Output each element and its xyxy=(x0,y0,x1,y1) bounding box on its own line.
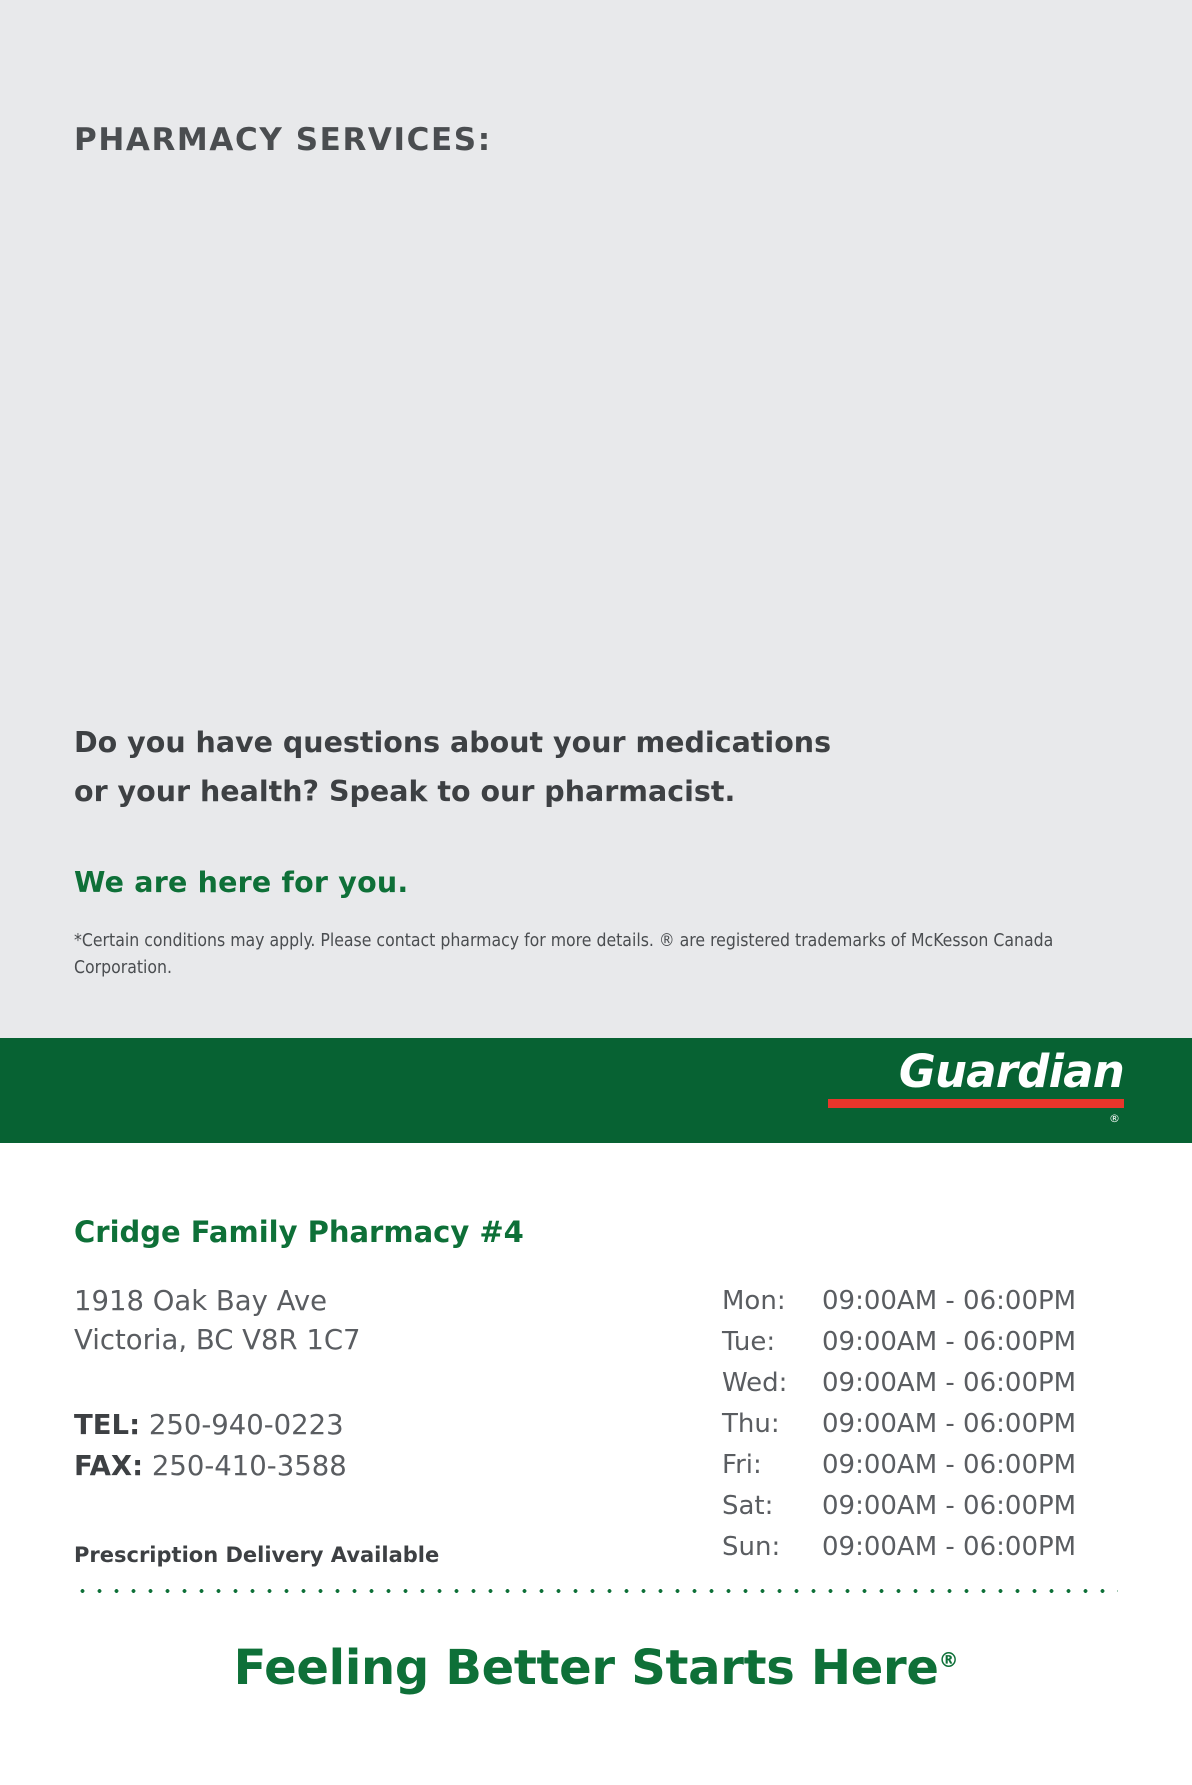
table-row xyxy=(722,1444,1076,1485)
hours-time: 09:00AM - 06:00PM xyxy=(822,1490,1077,1521)
hours-time: 09:00AM - 06:00PM xyxy=(822,1531,1077,1562)
table-row xyxy=(722,1362,1076,1403)
table-row xyxy=(722,1321,1076,1362)
hours-day: Wed: xyxy=(722,1367,788,1398)
question-text xyxy=(74,718,1034,816)
guardian-logo-wordmark: Guardian xyxy=(898,1045,1124,1098)
store-contact xyxy=(74,1405,347,1486)
hours-time: 09:00AM - 06:00PM xyxy=(822,1326,1077,1357)
telephone-row xyxy=(74,1405,347,1446)
address-line-1: 1918 Oak Bay Ave xyxy=(74,1285,328,1317)
call-to-action-text: We are here for you. xyxy=(74,866,409,899)
disclaimer-text: *Certain conditions may apply. Please contact pharmacy for more details. ® are registered trademarks of McKesson Canada Corporation. xyxy=(74,931,1054,979)
hours-time: 09:00AM - 06:00PM xyxy=(822,1408,1077,1439)
store-name: Cridge Family Pharmacy #4 xyxy=(74,1215,524,1249)
question-line-1: Do you have questions about your medications xyxy=(74,726,832,759)
store-hours-table xyxy=(722,1280,1076,1567)
table-row xyxy=(722,1526,1076,1567)
fax-value: 250-410-3588 xyxy=(151,1449,347,1482)
registered-trademark-icon: ® xyxy=(1109,1112,1120,1126)
hours-time: 09:00AM - 06:00PM xyxy=(822,1285,1077,1316)
footer-tagline-text: Feeling Better Starts Here xyxy=(233,1640,939,1696)
page-title: PHARMACY SERVICES: xyxy=(74,122,492,158)
hours-time: 09:00AM - 06:00PM xyxy=(822,1367,1077,1398)
hours-day: Fri: xyxy=(722,1449,762,1480)
telephone-value: 250-940-0223 xyxy=(148,1409,344,1441)
hours-day: Tue: xyxy=(722,1326,776,1357)
hours-day: Thu: xyxy=(722,1408,780,1439)
question-line-2: or your health? Speak to our pharmacist. xyxy=(74,775,736,809)
table-row xyxy=(722,1280,1076,1321)
table-row xyxy=(722,1485,1076,1526)
fax-row xyxy=(74,1446,347,1487)
address-line-2: Victoria, BC V8R 1C7 xyxy=(74,1324,361,1357)
table-row xyxy=(722,1403,1076,1444)
telephone-label: TEL: xyxy=(74,1409,141,1441)
registered-trademark-icon: ® xyxy=(938,1648,959,1672)
dotted-divider xyxy=(74,1588,1118,1594)
hours-time: 09:00AM - 06:00PM xyxy=(822,1449,1077,1480)
store-address xyxy=(74,1282,361,1360)
fax-label: FAX: xyxy=(74,1449,144,1482)
hours-day: Sat: xyxy=(722,1490,774,1521)
delivery-note: Prescription Delivery Available xyxy=(74,1543,440,1567)
hours-day: Sun: xyxy=(722,1531,781,1562)
footer-tagline xyxy=(0,1640,1192,1696)
hours-day: Mon: xyxy=(722,1285,786,1316)
guardian-logo-underline xyxy=(828,1099,1124,1126)
guardian-logo xyxy=(824,1045,1124,1126)
